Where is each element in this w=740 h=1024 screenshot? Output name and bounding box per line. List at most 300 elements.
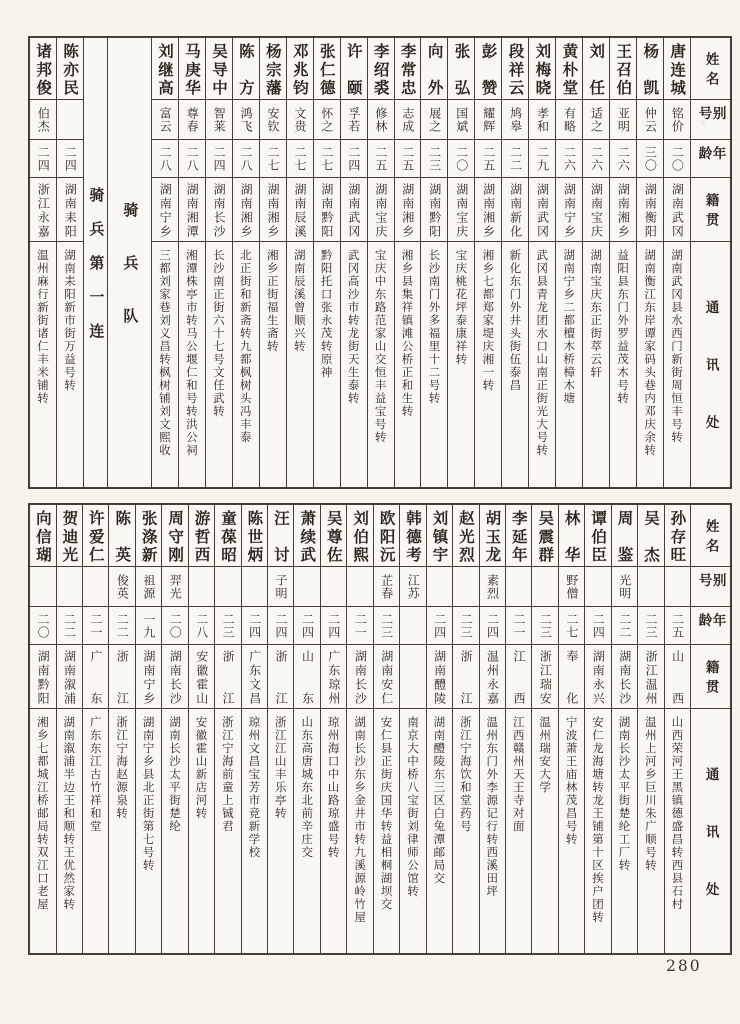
person-age: 二七 [319,145,334,172]
person-alias: 文贵 [292,106,307,133]
person-column [663,38,690,487]
person-alias: 江苏 [406,573,421,600]
person-native: 湖南宝庆 [454,182,469,237]
person-name-cell [448,38,474,100]
person-column [161,505,187,953]
person-native: 湖南长沙 [353,649,368,704]
person-alias: 国斌 [454,106,469,133]
person-name-cell [30,505,55,567]
person-age-cell [321,607,346,645]
person-age-cell [83,607,108,645]
person-alias-cell [529,100,555,140]
person-age-cell [287,140,313,178]
header-contact-label: 通讯处 [702,300,719,473]
person-name-cell [294,505,319,567]
person-native: 山东 [300,649,315,704]
person-alias-cell [30,100,56,140]
person-address-cell [30,242,56,487]
person-name: 胡玉龙 [483,509,503,562]
person-alias: 富云 [158,106,173,133]
person-name: 韩德考 [404,509,424,562]
person-name: 刘伯熙 [351,509,371,562]
person-native-cell [242,645,267,709]
person-name-cell [30,38,56,100]
person-alias-cell [30,567,55,607]
person-column [611,505,637,953]
person-native: 浙江永嘉 [36,182,51,237]
person-name: 刘继高 [156,42,176,95]
person-address: 宝庆中东路范家山交恒丰益宝号转 [373,249,388,444]
person-age-cell [179,140,205,178]
person-alias-cell [395,100,421,140]
person-column [135,505,161,953]
header-native-cell [691,178,730,242]
person-column [479,505,505,953]
person-name-cell [189,505,214,567]
person-alias: 亚明 [616,106,631,133]
person-name: 陈英 [113,509,133,562]
person-native-cell [480,645,505,709]
person-age-cell [665,607,690,645]
person-alias: 智莱 [212,106,227,133]
person-age-cell [664,140,690,178]
person-alias: 修林 [373,106,388,133]
person-native-cell [30,645,55,709]
person-age: 二八 [194,612,209,639]
person-native-cell [559,645,584,709]
person-address-cell [314,242,340,487]
person-column [214,505,240,953]
person-name-cell [506,505,531,567]
person-column [30,505,55,953]
person-native: 浙江 [274,649,289,704]
person-address: 浙江宁海赵源泉转 [115,716,130,820]
person-alias-cell [268,567,293,607]
person-age-cell [341,140,367,178]
person-native-cell [321,645,346,709]
person-name-cell [480,505,505,567]
person-name: 林华 [562,509,582,562]
person-native: 安徽霍山 [194,649,209,704]
person-native-cell [260,178,286,242]
person-address-cell [287,242,313,487]
person-name-cell [400,505,425,567]
person-native-cell [427,645,452,709]
person-alias: 铭价 [670,106,685,133]
person-age-cell [215,607,240,645]
person-age: 二六 [562,145,577,172]
person-address: 温州麻行新街诸仁丰米铺转 [36,249,51,405]
person-alias-cell [583,100,609,140]
person-address-cell [242,709,267,953]
person-native-cell [395,178,421,242]
person-name-cell [136,505,161,567]
header-age-cell [691,607,730,645]
person-name: 马庚华 [183,42,202,95]
person-native-cell [448,178,474,242]
person-alias-cell [400,567,425,607]
person-alias-cell [421,100,447,140]
person-native: 湖南宁乡 [141,649,156,704]
person-name: 黄朴堂 [560,42,580,95]
person-native: 浙江 [115,649,130,704]
header-alias-cell [691,567,730,607]
person-address: 湘乡七都郑家堤庆湘一转 [481,249,496,392]
person-column [267,505,293,953]
person-name: 游哲西 [192,509,212,562]
person-address-cell [637,242,663,487]
person-native: 浙江温州 [644,649,659,704]
person-alias-cell [287,100,313,140]
person-native: 湖南溆浦 [62,649,77,704]
person-name-cell [583,38,609,100]
person-address-cell [83,709,108,953]
person-native-cell [347,645,372,709]
person-address-cell [57,709,82,953]
person-address-cell [559,709,584,953]
person-age-cell [610,140,636,178]
person-alias-cell [368,100,394,140]
person-alias-cell [502,100,528,140]
header-alias-cell [691,100,730,140]
person-native: 湖南永兴 [591,649,606,704]
person-column [205,38,232,487]
person-alias-cell [532,567,557,607]
person-name: 王召伯 [614,42,634,95]
header-contact-cell [691,709,730,953]
person-age: 二一 [511,612,526,639]
person-age: 二三 [427,145,442,172]
person-name-cell [233,38,259,100]
person-column [609,38,636,487]
person-alias-cell [347,567,372,607]
person-alias-cell [556,100,582,140]
person-age: 二四 [63,145,78,172]
person-name-cell [502,38,528,100]
person-name: 吴尊佐 [324,509,344,562]
person-alias-cell [57,100,83,140]
person-address-cell [665,709,690,953]
person-column [555,38,582,487]
header-native-label: 籍贯 [702,660,719,699]
person-name: 诸邦俊 [34,42,54,95]
person-address-cell [506,709,531,953]
person-address: 琼州海口中山路琼盛号转 [326,716,341,859]
person-age-cell [583,140,609,178]
person-age: 二〇 [454,145,469,172]
person-age-cell [189,607,214,645]
person-name: 陈世炳 [245,509,265,562]
person-name: 向信瑚 [33,509,53,562]
person-alias-cell [136,567,161,607]
person-age-cell [506,607,531,645]
person-age-cell [448,140,474,178]
person-name-cell [532,505,557,567]
person-address-cell [368,242,394,487]
person-native: 湖南武冈 [346,182,361,237]
person-native-cell [453,645,478,709]
header-name-cell [691,505,730,567]
person-name-cell [556,38,582,100]
person-alias-cell [637,100,663,140]
person-name-cell [665,505,690,567]
person-age-cell [152,140,178,178]
header-alias-label: 别号 [695,573,726,593]
person-native-cell [400,645,425,709]
person-address-cell [30,709,55,953]
person-alias: 鸿飞 [239,106,254,133]
person-native-cell [475,178,501,242]
person-native: 浙江瑞安 [538,649,553,704]
person-address-cell [502,242,528,487]
person-age-cell [136,607,161,645]
person-native: 江西 [511,649,526,704]
section-label: 骑兵队 [121,202,140,361]
person-name: 吴杰 [641,509,661,562]
person-address-cell [321,709,346,953]
person-alias-cell [664,100,690,140]
person-age: 二七 [564,612,579,639]
person-address: 山东高唐城东北前辛庄交 [300,716,315,859]
person-age-cell [453,607,478,645]
person-age: 一九 [141,612,156,639]
person-alias-cell [242,567,267,607]
person-address-cell [233,242,259,487]
person-age-cell [475,140,501,178]
person-address-cell [427,709,452,953]
header-name-label: 姓名 [702,52,719,91]
person-alias: 孚若 [346,106,361,133]
person-name-cell [559,505,584,567]
person-address: 宝庆桃花坪泰康祥转 [454,249,469,366]
person-alias: 安钦 [266,106,281,133]
person-address-cell [583,242,609,487]
person-alias-cell [152,100,178,140]
person-age: 二七 [292,145,307,172]
person-age: 二三 [644,612,659,639]
person-age: 二五 [373,145,388,172]
person-name: 周鉴 [615,509,635,562]
person-age-cell [260,140,286,178]
person-alias-cell [453,567,478,607]
person-address: 山西荣河王黑镇德盛昌转西县石村 [670,716,685,911]
person-column [420,38,447,487]
person-column [313,38,340,487]
person-alias: 野僧 [564,573,579,600]
person-native-cell [610,178,636,242]
person-native-cell [57,645,82,709]
person-native-cell [556,178,582,242]
person-address: 湘乡县集祥镇滩公桥正和生转 [400,249,415,418]
person-age: 二六 [616,145,631,172]
section-label-column [107,38,151,487]
person-address: 琼州文昌宝芳市竞新学校 [247,716,262,859]
person-native-cell [152,178,178,242]
person-name-cell [321,505,346,567]
person-name-cell [664,38,690,100]
person-age: 二四 [212,145,227,172]
person-alias: 光明 [617,573,632,600]
header-contact-cell [691,242,730,487]
person-column [452,505,478,953]
person-column [340,38,367,487]
person-name-cell [610,38,636,100]
person-name-cell [242,505,267,567]
person-native: 山西 [670,649,685,704]
person-native: 湖南湘乡 [481,182,496,237]
person-column [501,38,528,487]
person-native-cell [179,178,205,242]
person-alias-cell [665,567,690,607]
person-name: 李延年 [509,509,529,562]
person-age: 二三 [221,612,236,639]
person-alias-cell [427,567,452,607]
person-column [232,38,259,487]
person-column [320,505,346,953]
person-age-cell [556,140,582,178]
person-alias-cell [610,100,636,140]
person-native-cell [665,645,690,709]
person-age-cell [395,140,421,178]
person-address-cell [610,242,636,487]
person-alias-cell [475,100,501,140]
person-address: 武冈高沙市转龙街天生泰转 [346,249,361,405]
person-native-cell [506,645,531,709]
person-name: 刘任 [587,42,607,95]
person-address: 温州上河乡巨川朱广顺号转 [643,716,658,872]
person-native-cell [341,178,367,242]
section-label-column [83,38,107,487]
person-address: 南京大中桥八宝街刘律师公馆转 [405,716,420,898]
person-name: 段祥云 [506,42,526,95]
person-native-cell [57,178,83,242]
person-name-cell [152,38,178,100]
person-age: 三〇 [643,145,658,172]
person-name-cell [347,505,372,567]
person-native: 温州永嘉 [485,649,500,704]
person-alias-cell [57,567,82,607]
person-native-cell [314,178,340,242]
person-native-cell [206,178,232,242]
person-age: 二〇 [670,145,685,172]
person-alias-cell [233,100,259,140]
person-age-cell [502,140,528,178]
person-native: 浙江 [221,649,236,704]
person-alias-cell [179,100,205,140]
person-age: 二四 [300,612,315,639]
person-native: 湖南黔阳 [319,182,334,237]
person-address-cell [268,709,293,953]
person-native: 广东 [88,649,103,704]
person-column [188,505,214,953]
person-alias: 有略 [562,106,577,133]
person-name-cell [421,38,447,100]
person-native-cell [215,645,240,709]
person-address: 黔阳托口张永茂转原神 [319,249,334,379]
person-age: 二二 [508,145,523,172]
person-age-cell [242,607,267,645]
person-alias: 志成 [400,106,415,133]
person-name: 许爱仁 [86,509,106,562]
person-alias-cell [559,567,584,607]
person-column [286,38,313,487]
person-age: 二八 [239,145,254,172]
person-name: 李绍裘 [371,42,391,95]
person-address: 浙江宁海饮和堂药号 [458,716,473,833]
person-native-cell [294,645,319,709]
person-age-cell [57,607,82,645]
person-native: 湖南黔阳 [427,182,442,237]
person-address-cell [475,242,501,487]
person-age-cell [347,607,372,645]
person-alias: 伯杰 [36,106,51,133]
person-native-cell [162,645,187,709]
person-age-cell [206,140,232,178]
person-column [346,505,372,953]
person-name: 孙存旺 [668,509,688,562]
person-native-cell [109,645,134,709]
person-alias-cell [321,567,346,607]
person-column [151,38,178,487]
person-name: 陈亦民 [61,42,81,95]
person-address-cell [664,242,690,487]
person-alias: 芷春 [379,573,394,600]
person-age: 二四 [432,612,447,639]
person-age-cell [529,140,555,178]
person-address-cell [162,709,187,953]
person-name-cell [215,505,240,567]
person-name: 唐连城 [668,42,688,95]
person-address: 湖南醴陵东三区白兔潭邮局交 [432,716,447,885]
person-address: 湖南长沙太平街楚纶工厂转 [617,716,632,872]
header-native-cell [691,645,730,709]
person-address: 湖南衡江东岸谭家码头巷内邓庆余转 [643,249,658,457]
person-name-cell [268,505,293,567]
person-native-cell [374,645,399,709]
person-address: 湘乡正街福生斋转 [265,249,280,353]
person-name: 贺迪光 [60,509,80,562]
person-native: 湖南辰溪 [292,182,307,237]
person-name-cell [612,505,637,567]
person-alias: 仲云 [643,106,658,133]
person-column [447,38,474,487]
person-age-cell [421,140,447,178]
person-native: 湖南湘乡 [266,182,281,237]
person-native-cell [287,178,313,242]
person-column [531,505,557,953]
person-native-cell [136,645,161,709]
person-alias: 尊春 [185,106,200,133]
person-age-cell [559,607,584,645]
person-address: 益阳县东门外罗益茂木号转 [616,249,631,405]
person-age-cell [294,607,319,645]
person-name: 杨凯 [641,42,661,95]
person-name: 张弘 [452,42,472,95]
person-age-cell [585,607,610,645]
person-age-cell [314,140,340,178]
person-native: 广东琼州 [326,649,341,704]
person-address-cell [529,242,555,487]
person-name-cell [341,38,367,100]
person-name-cell [638,505,663,567]
person-address-cell [109,709,134,953]
person-age-cell [374,607,399,645]
person-column [558,505,584,953]
person-address: 湖南宁乡二都檀木桥樟木塘 [562,249,577,405]
person-name-cell [109,505,134,567]
person-age: 二八 [185,145,200,172]
person-native: 湖南新化 [508,182,523,237]
